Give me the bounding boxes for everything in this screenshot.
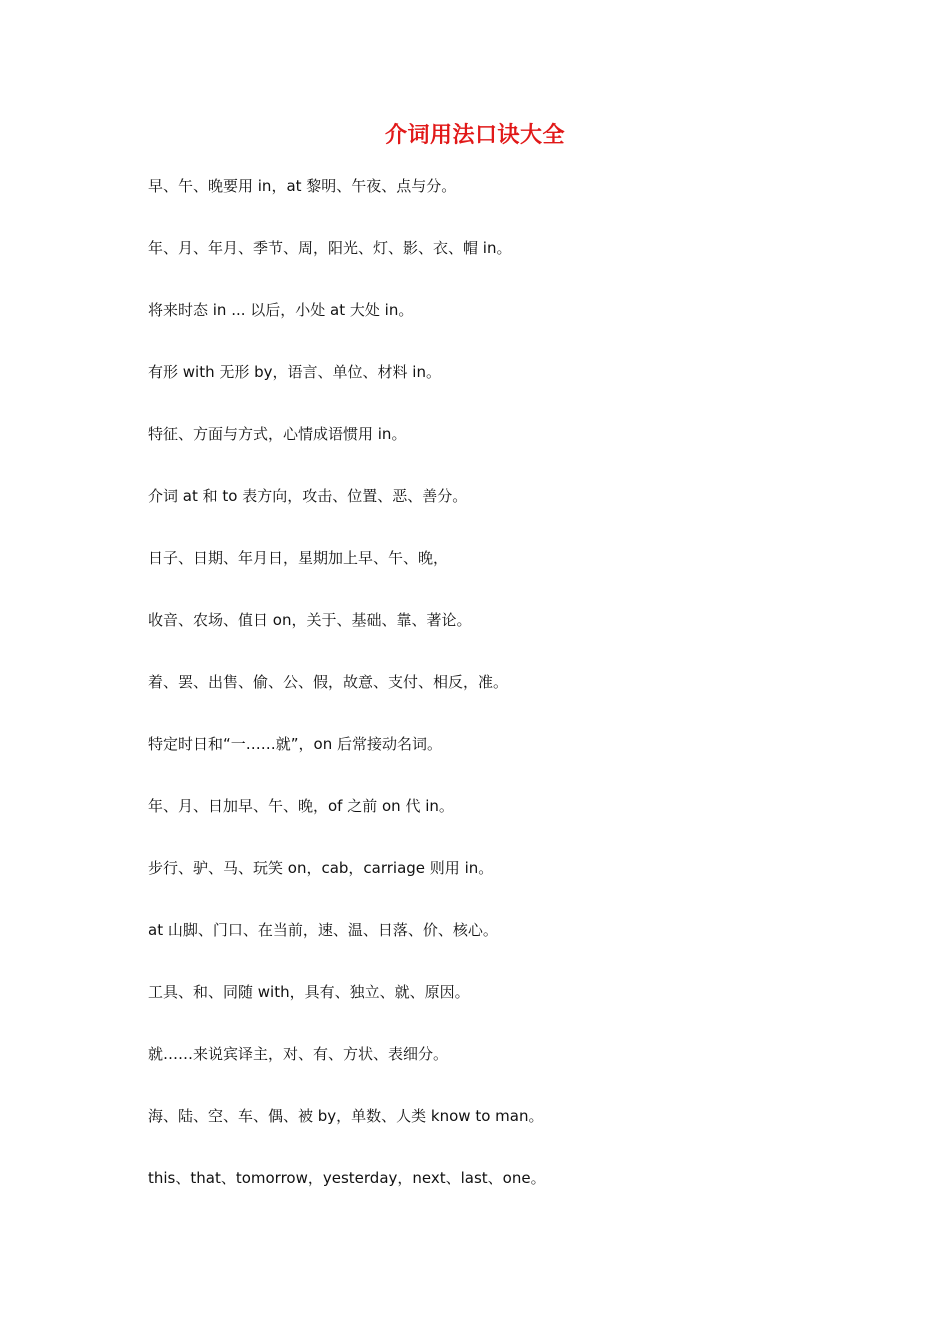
mnemonic-line: 特定时日和“一……就”，on 后常接动名词。 bbox=[148, 735, 442, 753]
mnemonic-line: this、that、tomorrow，yesterday，next、last、one。 bbox=[148, 1169, 546, 1187]
mnemonic-line: 年、月、日加早、午、晚，of 之前 on 代 in。 bbox=[148, 797, 454, 815]
mnemonic-line: 年、月、年月、季节、周，阳光、灯、影、衣、帽 in。 bbox=[148, 239, 512, 257]
mnemonic-line: 工具、和、同随 with，具有、独立、就、原因。 bbox=[148, 983, 470, 1001]
mnemonic-line: 介词 at 和 to 表方向，攻击、位置、恶、善分。 bbox=[148, 487, 468, 505]
mnemonic-list bbox=[148, 172, 848, 1226]
mnemonic-line: 早、午、晚要用 in，at 黎明、午夜、点与分。 bbox=[148, 177, 457, 195]
mnemonic-line: 海、陆、空、车、偶、被 by，单数、人类 know to man。 bbox=[148, 1107, 544, 1125]
mnemonic-line: 步行、驴、马、玩笑 on，cab，carriage 则用 in。 bbox=[148, 859, 494, 877]
mnemonic-line: 就……来说宾译主，对、有、方状、表细分。 bbox=[148, 1045, 449, 1063]
mnemonic-line: 特征、方面与方式，心情成语惯用 in。 bbox=[148, 425, 407, 443]
mnemonic-line: 着、罢、出售、偷、公、假，故意、支付、相反，准。 bbox=[148, 673, 509, 691]
mnemonic-line: at 山脚、门口、在当前，速、温、日落、价、核心。 bbox=[148, 921, 498, 939]
mnemonic-line: 收音、农场、值日 on，关于、基础、靠、著论。 bbox=[148, 611, 472, 629]
mnemonic-line: 日子、日期、年月日，星期加上早、午、晚， bbox=[148, 549, 449, 567]
mnemonic-line: 有形 with 无形 by，语言、单位、材料 in。 bbox=[148, 363, 441, 381]
document-title: 介词用法口诀大全 bbox=[384, 123, 565, 148]
mnemonic-line: 将来时态 in ... 以后，小处 at 大处 in。 bbox=[148, 301, 414, 319]
